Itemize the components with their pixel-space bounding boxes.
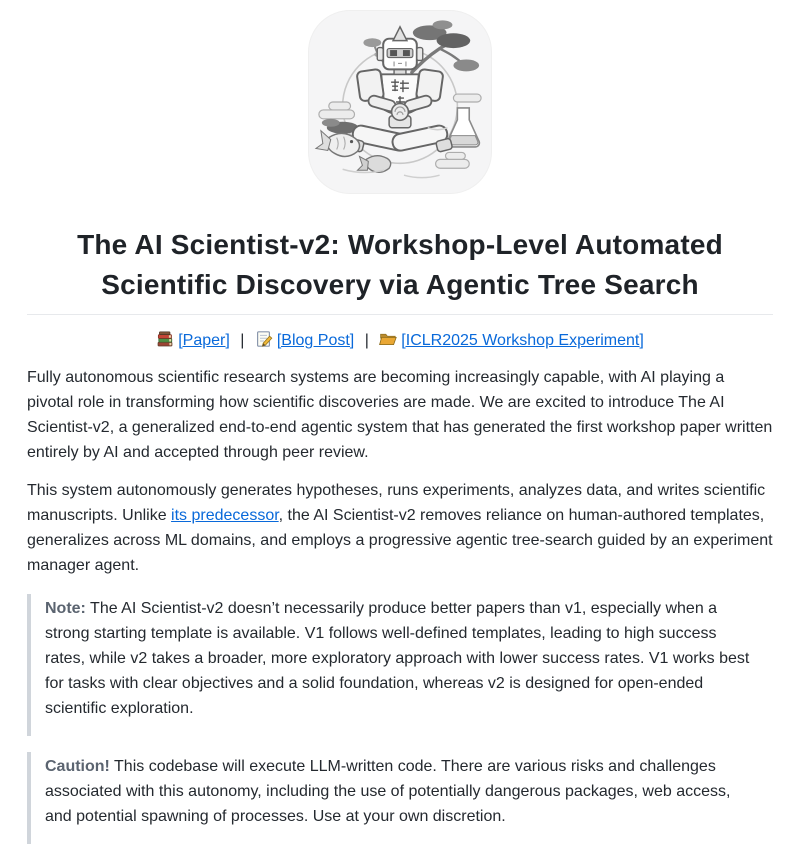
note-blockquote xyxy=(27,594,773,736)
caution-body: This codebase will execute LLM-written code. There are various risks and challenges associated with this autonomy, including the use of potentially dangerous packages, web access, and potential spawning of processes. Use at your own discretion. xyxy=(45,758,731,825)
link-separator: | xyxy=(240,332,245,349)
link-separator: | xyxy=(364,332,369,349)
note-body: The AI Scientist-v2 doesn’t necessarily produce better papers than v1, especially when a strong starting template is available. V1 follows well-defined templates, leading to high success rates, while v2 takes a broader, more exploratory approach with lower success rates. V1 works best for tasks with clear objectives and a solid foundation, whereas v2 is designed for open-ended scientific exploration. xyxy=(45,600,750,717)
memo-icon xyxy=(255,330,273,348)
caution-blockquote xyxy=(27,752,773,844)
iclr2025-workshop-experiment-link[interactable]: [ICLR2025 Workshop Experiment] xyxy=(401,332,644,349)
page-title-text: The AI Scientist-v2: Workshop-Level Automated Scientific Discovery via Agentic Tree Search xyxy=(77,229,723,300)
system-paragraph xyxy=(27,478,773,578)
links-bar xyxy=(27,328,773,353)
ai-scientist-logo xyxy=(308,10,492,194)
system-paragraph-before: This system autonomously generates hypotheses, runs experiments, analyzes data, and writes scientific manuscripts. Unlike xyxy=(27,482,766,524)
note-text xyxy=(45,596,759,721)
note-label: Note: xyxy=(45,600,86,617)
system-paragraph-after: , the AI Scientist-v2 removes reliance on human-authored templates, generalizes across ML domains, and employs a progressive agentic tree-search guided by an experiment manager agent. xyxy=(27,507,773,574)
robot-illustration xyxy=(309,11,491,193)
folder-icon xyxy=(379,330,397,348)
its-predecessor-link[interactable]: its predecessor xyxy=(171,507,279,524)
caution-label: Caution! xyxy=(45,758,110,775)
logo-section xyxy=(0,0,800,199)
intro-paragraph: Fully autonomous scientific research systems are becoming increasingly capable, with AI playing a pivotal role in transforming how scientific discoveries are made. We are excited to introduce The AI Scientist-v2, a generalized end-to-end agentic system that has generated the first workshop paper written entirely by AI and accepted through peer review. xyxy=(27,369,773,461)
blog-post-link[interactable]: [Blog Post] xyxy=(276,332,355,349)
caution-text xyxy=(45,754,759,829)
paper-link[interactable]: [Paper] xyxy=(178,332,230,349)
readme-body xyxy=(27,365,773,844)
page-title xyxy=(27,225,773,315)
books-icon xyxy=(156,330,174,348)
